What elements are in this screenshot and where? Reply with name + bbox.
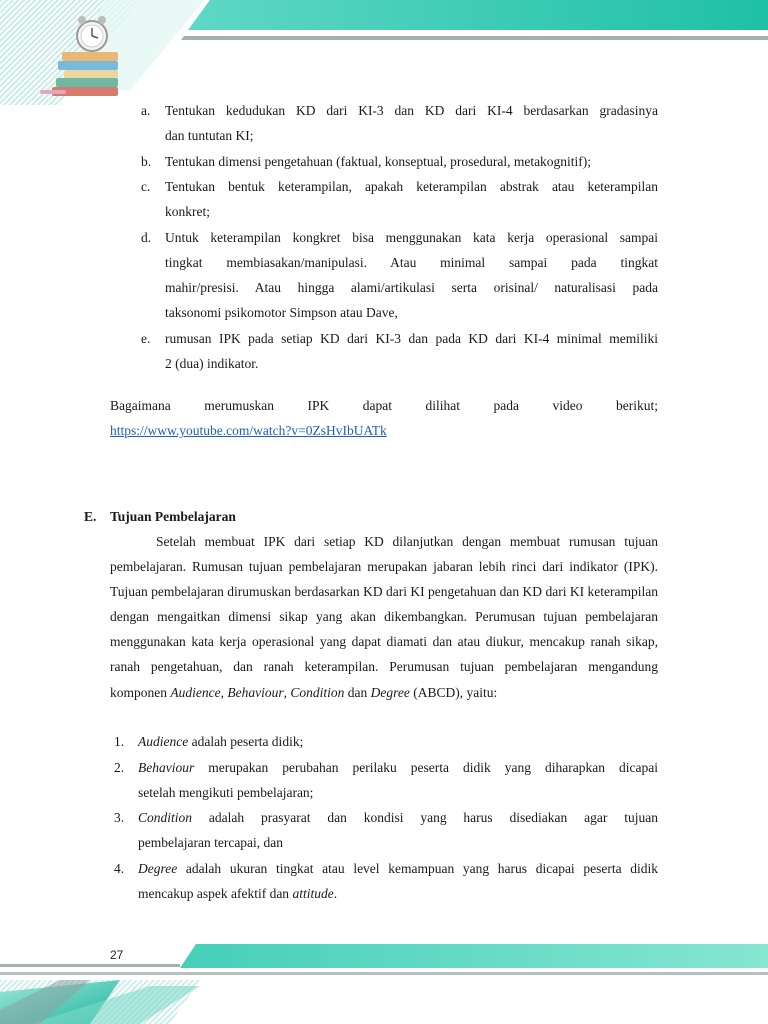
section-title: Tujuan Pembelajaran <box>110 509 236 524</box>
term-desc: merupakan perubahan perilaku peserta didik yang diharapkan dicapai <box>208 760 659 775</box>
term-desc: adalah prasyarat dan kondisi yang harus disediakan agar tujuan <box>208 810 658 825</box>
period: . <box>333 886 338 901</box>
section-heading <box>84 504 236 529</box>
list-marker: d. <box>141 230 152 245</box>
list-marker: b. <box>141 154 152 169</box>
list-marker: 2. <box>114 760 125 775</box>
term-desc: mencakup aspek afektif dan <box>138 886 290 901</box>
list-item-text <box>138 805 658 830</box>
term: Audience <box>138 734 189 749</box>
list-item-text: setelah mengikuti pembelajaran; <box>138 785 314 800</box>
video-link[interactable]: https://www.youtube.com/watch?v=0ZsHvIbUATk <box>110 423 387 438</box>
term-desc: adalah peserta didik; <box>191 734 304 749</box>
term: attitude <box>292 886 334 901</box>
list-item-text: dan tuntutan KI; <box>165 128 254 143</box>
comma: , <box>220 684 224 700</box>
list-item-text: rumusan IPK pada setiap KD dari KI-3 dan pada KD dari KI-4 minimal memiliki <box>165 331 658 346</box>
footer-decoration <box>0 940 768 1024</box>
list-item-text: tingkat membiasakan/manipulasi. Atau minimal sampai pada tingkat <box>165 255 658 270</box>
list-item-text: Tentukan dimensi pengetahuan (faktual, konseptual, prosedural, metakognitif); <box>165 154 592 169</box>
page-number: 27 <box>110 948 124 962</box>
video-reference-text: Bagaimana merumuskan IPK dapat dilihat pada video berikut; <box>110 398 658 413</box>
term: Behaviour <box>138 760 195 775</box>
term: Degree <box>138 861 178 876</box>
list-marker: c. <box>141 179 151 194</box>
list-item-text: pembelajaran tercapai, dan <box>138 835 284 850</box>
comma: , <box>283 684 287 700</box>
books-clock-illustration <box>40 10 125 100</box>
paragraph-text: Setelah membuat IPK dari setiap KD dilanjutkan dengan membuat rumusan tujuan pembelajaran. Rumusan tujuan pembelajaran merupakan jabaran lebih rinci dari indikator (IPK). Tujuan pembelajaran dirumuskan berdasarkan KD dari KI pengetahuan dan KD dari KI keterampilan dengan mengaitkan dimensi sikap yang akan dikembangkan. Perumusan tujuan pembelajaran menggunakan kata kerja operasional yang dapat diamati dan atau diukur, mencakup ranah sikap, ranah pengetahuan, dan ranah keterampilan. Perumusan tujuan pembelajaran mengandung komponen <box>110 534 658 700</box>
list-marker: a. <box>141 103 151 118</box>
section-paragraph <box>110 529 658 705</box>
abcd-suffix: (ABCD), yaitu: <box>413 684 498 700</box>
list-marker: e. <box>141 331 151 346</box>
list-item-text <box>138 729 303 754</box>
list-item-text: 2 (dua) indikator. <box>165 356 259 371</box>
section-letter: E. <box>84 509 97 524</box>
abcd-degree: Degree <box>370 684 410 700</box>
list-item-text <box>138 856 658 881</box>
list-item-text: Untuk keterampilan kongkret bisa menggunakan kata kerja operasional sampai <box>165 230 658 245</box>
list-item-text: taksonomi psikomotor Simpson atau Dave, <box>165 305 398 320</box>
list-marker: 1. <box>114 734 125 749</box>
abcd-condition: Condition <box>290 684 345 700</box>
list-marker: 4. <box>114 861 125 876</box>
list-item-text: Tentukan bentuk keterampilan, apakah keterampilan abstrak atau keterampilan <box>165 179 658 194</box>
abcd-audience: Audience <box>170 684 221 700</box>
list-item-text <box>138 755 658 780</box>
abcd-behaviour: Behaviour <box>227 684 284 700</box>
term: Condition <box>138 810 193 825</box>
list-item-text <box>138 881 337 906</box>
term-desc: adalah ukuran tingkat atau level kemampuan yang harus dicapai peserta didik <box>185 861 659 876</box>
list-item-text: konkret; <box>165 204 210 219</box>
list-item-text: mahir/presisi. Atau hingga alami/artikulasi serta orisinal/ naturalisasi pada <box>165 280 658 295</box>
conjunction: dan <box>347 684 368 700</box>
list-marker: 3. <box>114 810 125 825</box>
list-item-text: Tentukan kedudukan KD dari KI-3 dan KD dari KI-4 berdasarkan gradasinya <box>165 103 658 118</box>
